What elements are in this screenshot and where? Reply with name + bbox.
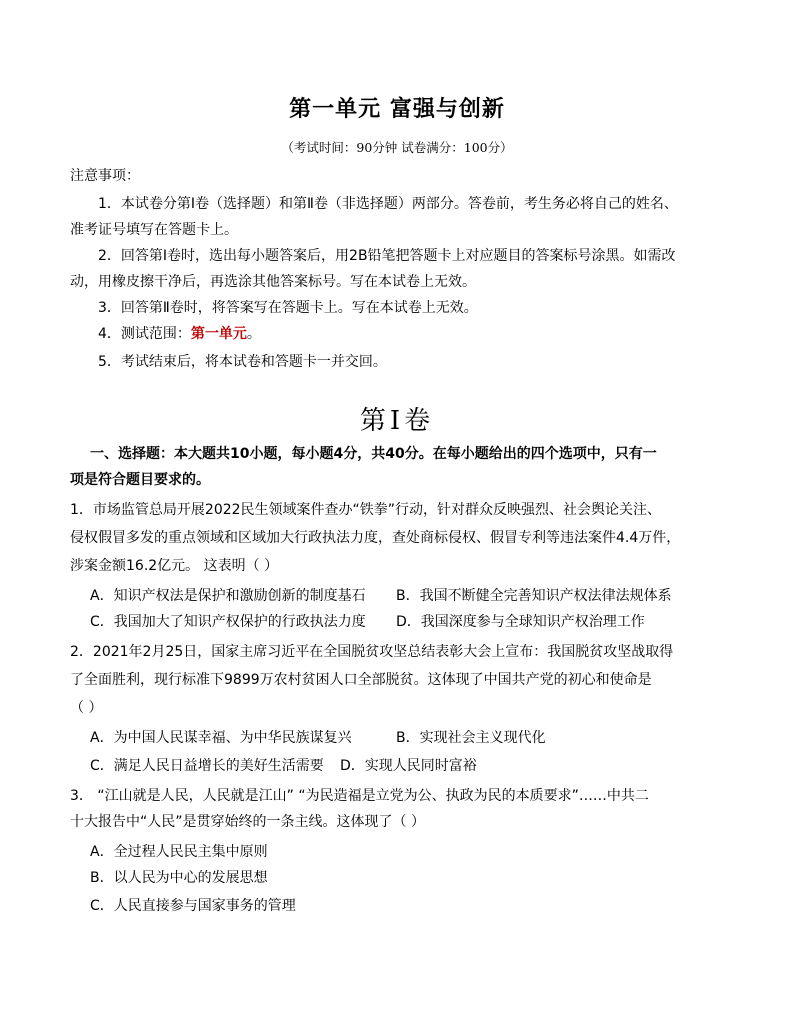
notice-item-4-scope: 第一单元 [190, 326, 247, 342]
question-2-option-a: A．为中国人民谋幸福、为中华民族谋复兴 [90, 730, 352, 746]
notice-item-3: 3．回答第Ⅱ卷时，将答案写在答题卡上。写在本试卷上无效。 [98, 300, 478, 316]
exam-info: （考试时间：90分钟 试卷满分：100分） [281, 140, 513, 155]
volume-heading: 第Ⅰ卷 [359, 406, 435, 436]
notice-item-2-line-2: 动，用橡皮擦干净后，再选涂其他答案标号。写在本试卷上无效。 [70, 274, 476, 290]
notice-item-2-line-1: 2．回答第Ⅰ卷时，选出每小题答案后，用2B铅笔把答题卡上对应题目的答案标号涂黑。如需改 [98, 248, 676, 264]
question-1-option-a: A．知识产权法是保护和激励创新的制度基石 [90, 588, 366, 604]
question-2-option-c: C．满足人民日益增长的美好生活需要 [90, 758, 324, 774]
question-1-line-3: 涉案金额16.2亿元。 这表明（ ） [70, 558, 279, 574]
notice-item-4-prefix: 4．测试范围： [98, 326, 191, 342]
section-1-intro-line-1: 一、选择题：本大题共10小题，每小题4分，共40分。在每小题给出的四个选项中，只有一 [90, 446, 657, 462]
question-3-option-b: B．以人民为中心的发展思想 [90, 870, 268, 886]
question-1-option-b: B．我国不断健全完善知识产权法律法规体系 [396, 588, 672, 604]
notice-item-4 [98, 324, 261, 344]
question-2-option-b: B．实现社会主义现代化 [396, 730, 546, 746]
question-2-line-2: 了全面胜利，现行标准下9899万农村贫困人口全部脱贫。这体现了中国共产党的初心和使命是 [70, 672, 652, 688]
question-2-option-d: D．实现人民同时富裕 [340, 758, 477, 774]
notice-item-1-line-2: 准考证号填写在答题卡上。 [70, 222, 238, 238]
question-1-option-d: D．我国深度参与全球知识产权治理工作 [396, 614, 645, 630]
section-1-intro-line-2: 项是符合题目要求的。 [70, 472, 210, 488]
notice-item-1-line-1: 1．本试卷分第Ⅰ卷（选择题）和第Ⅱ卷（非选择题）两部分。答卷前，考生务必将自己的姓名、 [98, 196, 678, 212]
question-3-option-a: A．全过程人民民主集中原则 [90, 844, 268, 860]
notice-item-4-suffix: 。 [246, 326, 261, 342]
question-1-line-2: 侵权假冒多发的重点领域和区域加大行政执法力度，查处商标侵权、假冒专利等违法案件4.4万件， [70, 530, 681, 546]
question-2-line-3: （ ） [70, 700, 103, 716]
question-2-line-1: 2．2021年2月25日，国家主席习近平在全国脱贫攻坚总结表彰大会上宣布：我国脱贫攻坚战取得 [70, 644, 674, 660]
question-1-option-c: C．我国加大了知识产权保护的行政执法力度 [90, 614, 366, 630]
page-title: 第一单元 富强与创新 [289, 97, 505, 122]
question-3-option-c: C．人民直接参与国家事务的管理 [90, 898, 296, 914]
question-1-line-1: 1．市场监管总局开展2022民生领域案件查办“铁拳”行动，针对群众反映强烈、社会舆论关注、 [70, 502, 662, 518]
notice-item-5: 5．考试结束后，将本试卷和答题卡一并交回。 [98, 354, 387, 370]
question-3-line-1: 3． “江山就是人民，人民就是江山” “为民造福是立党为公、执政为民的本质要求”……中共二 [70, 788, 649, 804]
notice-heading: 注意事项： [70, 168, 140, 184]
question-3-line-2: 十大报告中“人民”是贯穿始终的一条主线。这体现了（ ） [70, 814, 425, 830]
